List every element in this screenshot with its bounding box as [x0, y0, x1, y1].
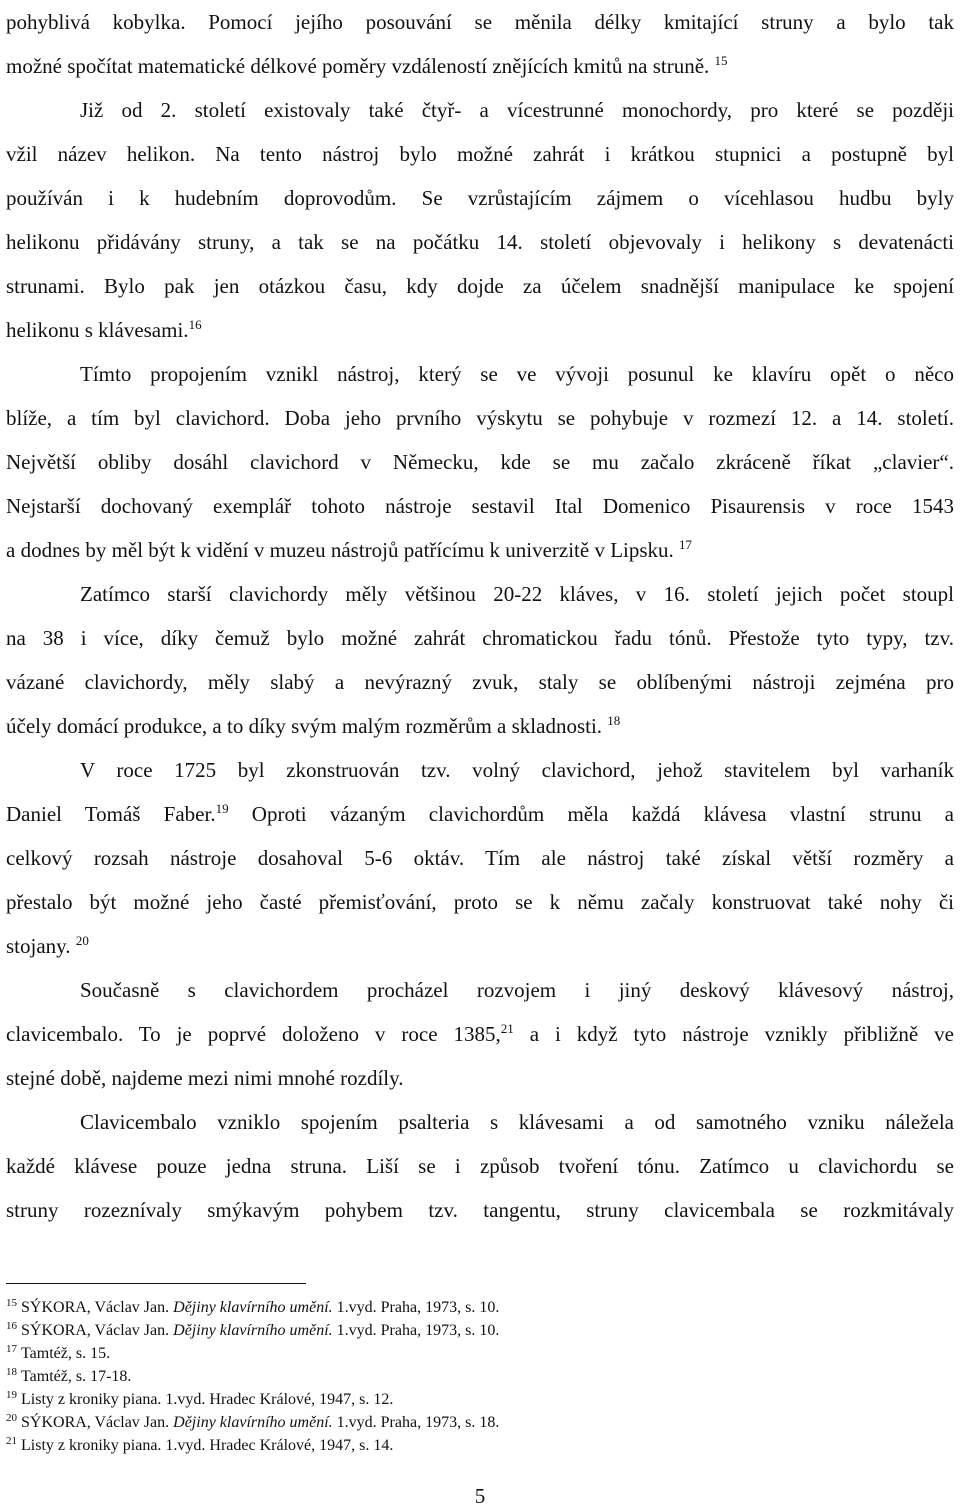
text-line: Nejstarší dochovaný exemplář tohoto nástroje sestavil Ital Domenico Pisaurensis v roce 1543 — [6, 494, 954, 518]
text-line: helikonu přidávány struny, a tak se na počátku 14. století objevovaly i helikony s devatenácti — [6, 230, 954, 254]
footnote-ref[interactable]: 15 — [714, 53, 728, 68]
text-line: helikonu s klávesami.$^{16}$ — [6, 317, 202, 342]
text-line: Daniel Tomáš Faber.$^{19}$ Oproti vázaným clavichordům měla každá klávesa vlastní strunu a — [6, 801, 954, 826]
body-text — [6, 0, 954, 1232]
footnote-separator — [6, 1283, 306, 1284]
text-line: každé klávese pouze jedna struna. Liší se i způsob tvoření tónu. Zatímco u clavichordu se — [6, 1154, 954, 1178]
text-line: účely domácí produkce, a to díky svým malým rozměrům a skladnosti. $^{18}$ — [6, 713, 621, 738]
footnote: $^{21}$ Listy z kroniky piana. 1.vyd. Hradec Králové, 1947, s. 14. — [6, 1434, 394, 1454]
footnotes — [6, 1296, 954, 1457]
text-line: používán i k hudebním doprovodům. Se vzrůstajícím zájmem o vícehlasou hudbu byly — [6, 186, 954, 210]
footnote-ref[interactable]: 19 — [215, 801, 229, 816]
footnote: $^{17}$ Tamtéž, s. 15. — [6, 1342, 111, 1362]
footnote-number: 18 — [6, 1365, 17, 1378]
footnote-ref[interactable]: 20 — [75, 933, 89, 948]
footnote-number: 16 — [6, 1319, 17, 1332]
text-line: a dodnes by měl být k vidění v muzeu nástrojů patřícímu k univerzitě v Lipsku. $^{17}$ — [6, 537, 693, 562]
text-line: Clavicembalo vzniklo spojením psalteria s klávesami a od samotného vzniku náležela — [80, 1110, 954, 1134]
text-line: na 38 i více, díky čemuž bylo možné zahrát chromatickou řadu tónů. Přestože tyto typy, tzv. — [6, 626, 954, 650]
text-line: stojany. $^{20}$ — [6, 933, 89, 958]
text-line: Největší obliby dosáhl clavichord v Německu, kde se mu začalo zkráceně říkat „clavier“. — [6, 450, 954, 474]
text-line: strunami. Bylo pak jen otázkou času, kdy dojde za účelem snadnější manipulace ke spojení — [6, 274, 954, 298]
footnote-number: 19 — [6, 1388, 17, 1401]
footnote: $^{19}$ Listy z kroniky piana. 1.vyd. Hradec Králové, 1947, s. 12. — [6, 1388, 394, 1408]
text-line: vázané clavichordy, měly slabý a nevýrazný zvuk, staly se oblíbenými nástroji zejména pro — [6, 670, 954, 694]
text-line: struny rozeznívaly smýkavým pohybem tzv. tangentu, struny clavicembala se rozkmitávaly — [6, 1198, 954, 1222]
text-line: pohyblivá kobylka. Pomocí jejího posouvání se měnila délky kmitající struny a bylo tak — [6, 10, 954, 34]
text-line: vžil název helikon. Na tento nástroj bylo možné zahrát i krátkou stupnici a postupně byl — [6, 142, 954, 166]
footnote: $^{15}$ SÝKORA, Václav Jan. Dějiny klavírního umění. 1.vyd. Praha, 1973, s. 10. — [6, 1296, 500, 1316]
footnote-ref[interactable]: 21 — [500, 1021, 514, 1036]
text-line: Již od 2. století existovaly také čtyř- a vícestrunné monochordy, pro které se později — [80, 98, 954, 122]
footnote-ref[interactable]: 17 — [679, 537, 693, 552]
footnote-ref[interactable]: 16 — [188, 317, 202, 332]
page-number: 5 — [474, 1484, 486, 1508]
footnote-number: 21 — [6, 1434, 17, 1447]
footnote: $^{16}$ SÝKORA, Václav Jan. Dějiny klavírního umění. 1.vyd. Praha, 1973, s. 10. — [6, 1319, 500, 1339]
text-line: blíže, a tím byl clavichord. Doba jeho prvního výskytu se pohybuje v rozmezí 12. a 14. století. — [6, 406, 954, 430]
footnote: $^{18}$ Tamtéž, s. 17-18. — [6, 1365, 132, 1385]
footnote: $^{20}$ SÝKORA, Václav Jan. Dějiny klavírního umění. 1.vyd. Praha, 1973, s. 18. — [6, 1411, 500, 1431]
text-line: stejné době, najdeme mezi nimi mnohé rozdíly. — [6, 1066, 404, 1090]
footnote-number: 15 — [6, 1296, 17, 1309]
text-line: clavicembalo. To je poprvé doloženo v roce 1385,21 a i když tyto nástroje vznikly přibližně ve — [6, 1021, 954, 1046]
text-line: možné spočítat matematické délkové poměry vzdáleností znějících kmitů na struně. $^{15}$ — [6, 53, 728, 78]
text-line: Současně s clavichordem procházel rozvojem i jiný deskový klávesový nástroj, — [80, 978, 954, 1002]
text-line: V roce 1725 byl zkonstruován tzv. volný clavichord, jehož stavitelem byl varhaník — [80, 758, 954, 782]
text-line: přestalo být možné jeho časté přemisťování, proto se k němu začaly konstruovat také nohy či — [6, 890, 954, 914]
footnote-ref[interactable]: 18 — [607, 713, 621, 728]
footnote-number: 20 — [6, 1411, 17, 1424]
text-line: celkový rozsah nástroje dosahoval 5-6 oktáv. Tím ale nástroj také získal větší rozměry a — [6, 846, 954, 870]
text-line: Zatímco starší clavichordy měly většinou 20-22 kláves, v 16. století jejich počet stoupl — [80, 582, 954, 606]
footnote-number: 17 — [6, 1342, 17, 1355]
text-line: Tímto propojením vznikl nástroj, který se ve vývoji posunul ke klavíru opět o něco — [80, 362, 954, 386]
